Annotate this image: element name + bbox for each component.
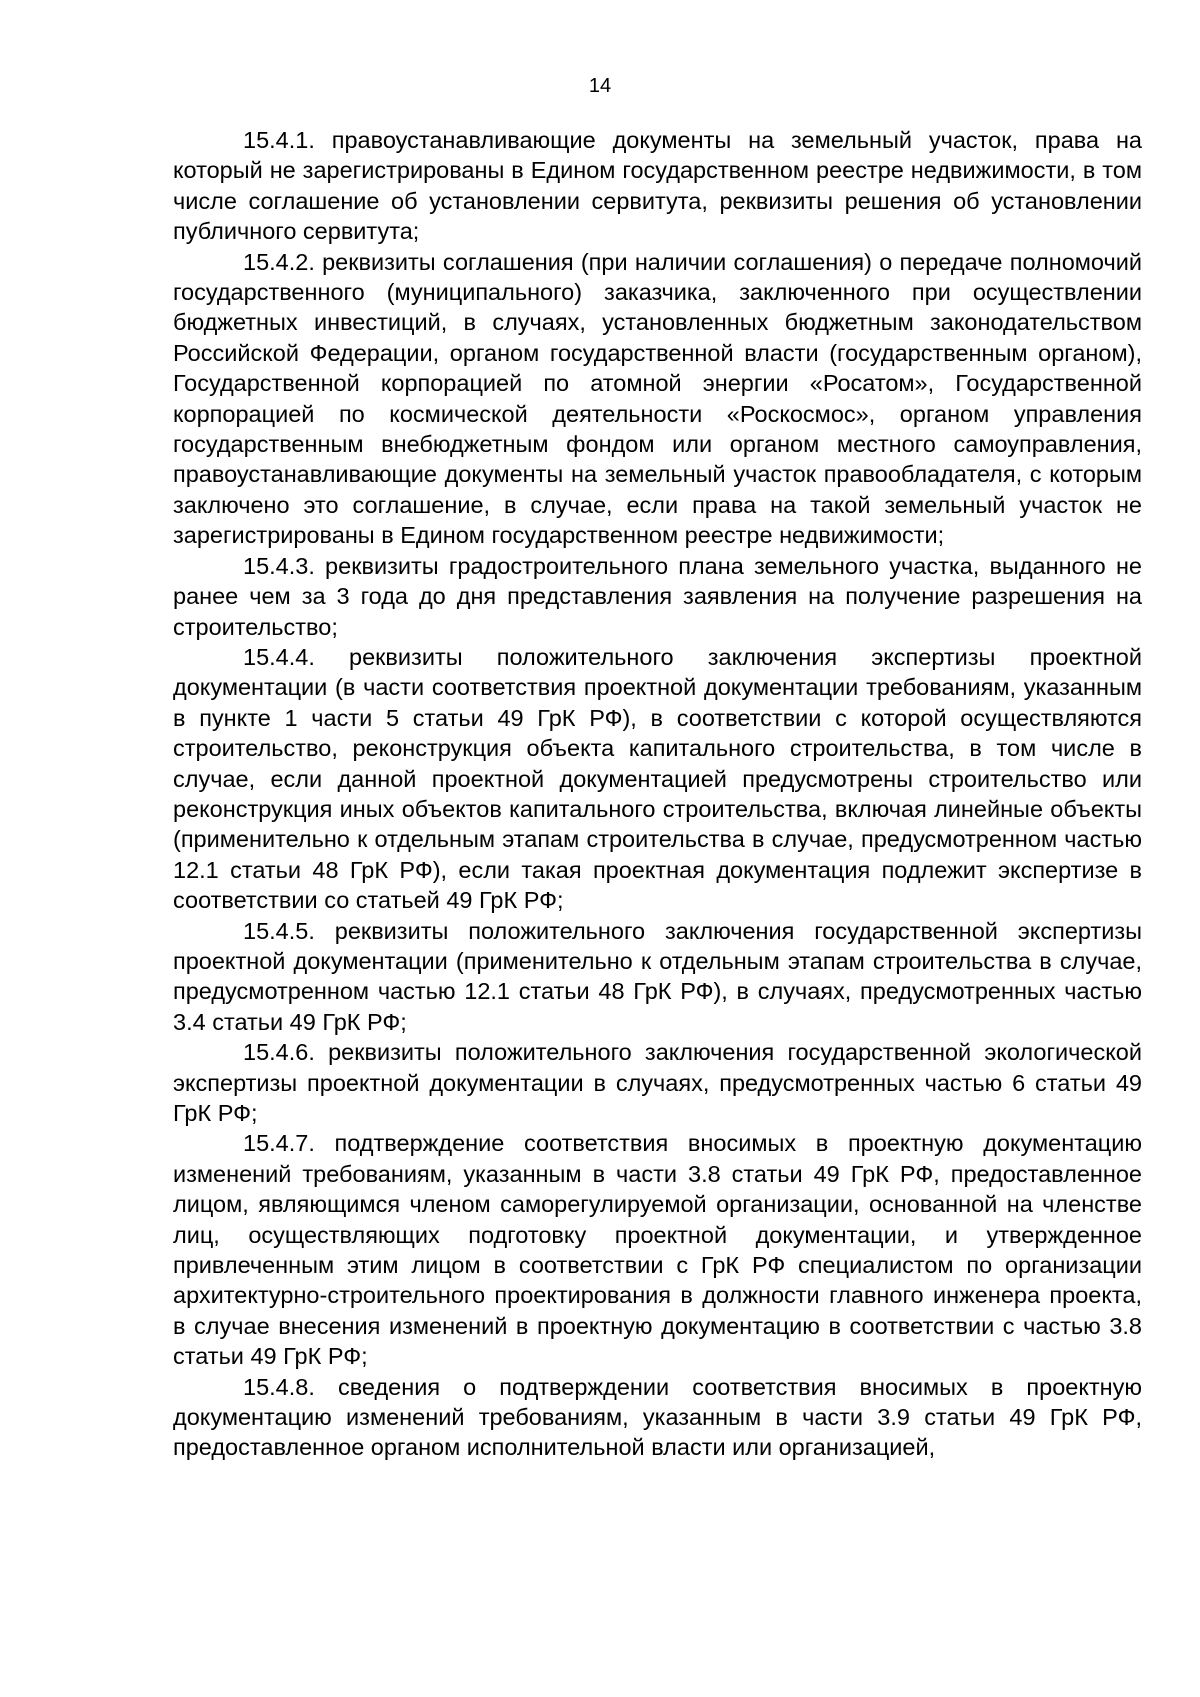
paragraph-15-4-6: 15.4.6. реквизиты положительного заключения государственной экологической экспертизы проектной документации в случаях, предусмотренных частью 6 статьи 49 ГрК РФ; xyxy=(173,1039,1142,1126)
paragraph-15-4-2: 15.4.2. реквизиты соглашения (при наличии соглашения) о передаче полномочий государственного (муниципального) заказчика, заключенного при осуществлении бюджетных инвестиций, в случаях, установленных бюджетным законодательством Российской Федерации, органом государственной власти (государственным органом), Государственной корпорацией по атомной энергии «Росатом», Государственной корпорацией по космической деятельности «Роскосмос», органом управления государственным внебюджетным фондом или органом местного самоуправления, правоустанавливающие документы на земельный участок правообладателя, с которым заключено это соглашение, в случае, если права на такой земельный участок не зарегистрированы в Едином государственном реестре недвижимости; xyxy=(173,248,1142,549)
paragraph-15-4-3: 15.4.3. реквизиты градостроительного плана земельного участка, выданного не ранее чем за 3 года до дня представления заявления на получение разрешения на строительство; xyxy=(173,552,1142,640)
paragraph-15-4-8: 15.4.8. сведения о подтверждении соответствия вносимых в проектную документацию изменений требованиям, указанным в части 3.9 статьи 49 ГрК РФ, предоставленное органом исполнительной власти или организацией, xyxy=(173,1373,1142,1461)
page-number: 14 xyxy=(588,75,612,97)
paragraph-15-4-4: 15.4.4. реквизиты положительного заключения экспертизы проектной документации (в части соответствия проектной документации требованиям, указанным в пункте 1 части 5 статьи 49 ГрК РФ), в соответствии с которой осуществляются строительство, реконструкция объекта капитального строительства, в том числе в случае, если данной проектной документацией предусмотрены строительство или реконструкция иных объектов капитального строительства, включая линейные объекты (применительно к отдельным этапам строительства в случае, предусмотренном частью 12.1 статьи 48 ГрК РФ), если такая проектная документация подлежит экспертизе в соответствии со статьей 49 ГрК РФ; xyxy=(173,643,1142,914)
paragraph-15-4-7: 15.4.7. подтверждение соответствия вносимых в проектную документацию изменений требованиям, указанным в части 3.8 статьи 49 ГрК РФ, предоставленное лицом, являющимся членом саморегулируемой организации, основанной на членстве лиц, осуществляющих подготовку проектной документации, и утвержденное привлеченным этим лицом в соответствии с ГрК РФ специалистом по организации архитектурно-строительного проектирования в должности главного инженера проекта, в случае внесения изменений в проектную документацию в соответствии с частью 3.8 статьи 49 ГрК РФ; xyxy=(173,1130,1142,1370)
document-body xyxy=(173,125,1142,1463)
paragraph-15-4-5: 15.4.5. реквизиты положительного заключения государственной экспертизы проектной документации (применительно к отдельным этапам строительства в случае, предусмотренном частью 12.1 статьи 48 ГрК РФ), в случаях, предусмотренных частью 3.4 статьи 49 ГрК РФ; xyxy=(173,917,1142,1035)
paragraph-15-4-1: 15.4.1. правоустанавливающие документы на земельный участок, права на который не зарегистрированы в Едином государственном реестре недвижимости, в том числе соглашение об установлении сервитута, реквизиты решения об установлении публичного сервитута; xyxy=(173,127,1142,245)
